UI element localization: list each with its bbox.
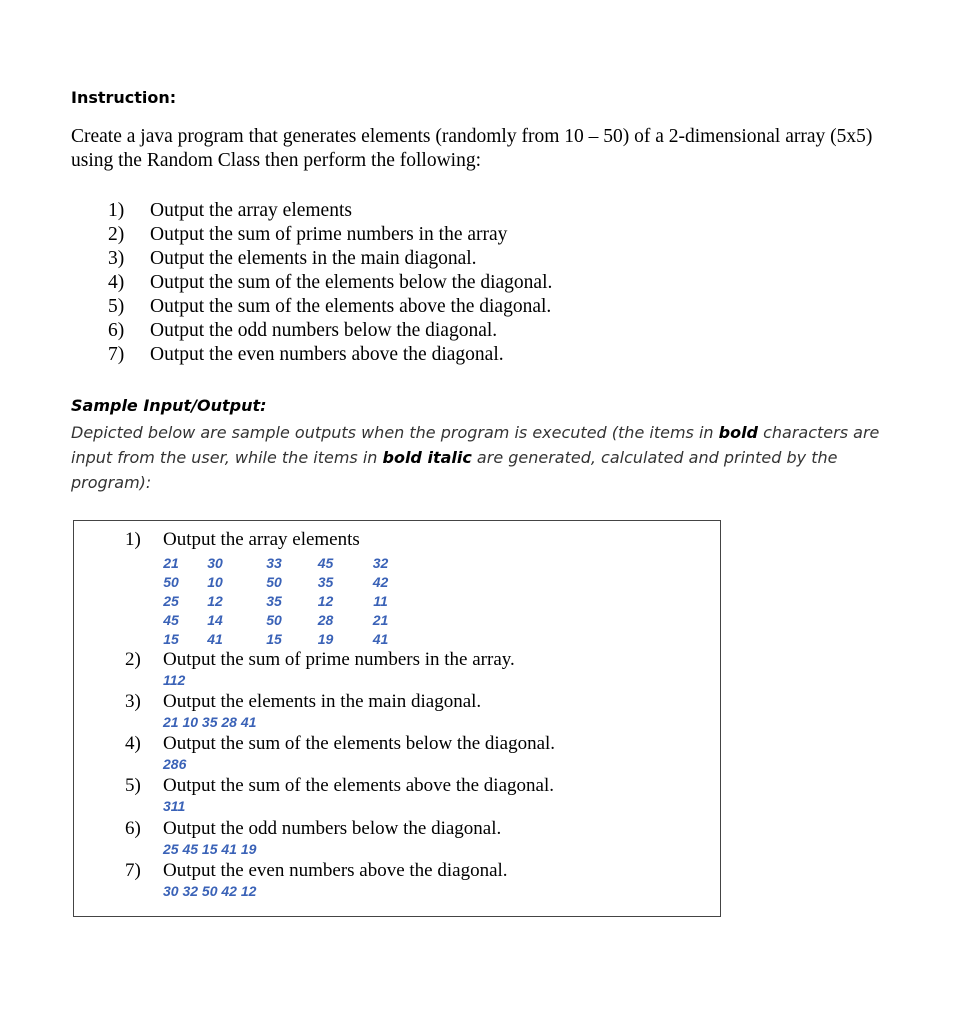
task-number: 4) [108, 272, 125, 293]
step-text: Output the even numbers above the diagonal. [163, 860, 508, 881]
matrix-cell: 15 [163, 630, 179, 647]
task-item [108, 343, 552, 367]
matrix-cell: 42 [372, 573, 389, 590]
matrix-cell: 45 [317, 554, 334, 571]
task-text: Output the even numbers above the diagonal. [150, 344, 504, 365]
matrix-cell: 30 [207, 554, 223, 571]
step-output: 286 [163, 756, 187, 772]
sample-desc-bold: bold [718, 423, 759, 442]
step-number: 6) [125, 818, 141, 839]
matrix-cell: 21 [163, 554, 179, 571]
matrix-row [156, 610, 414, 629]
task-number: 6) [108, 320, 125, 341]
task-item [108, 247, 552, 271]
matrix-cell: 25 [163, 592, 179, 609]
matrix-cell: 33 [266, 554, 282, 571]
step-output: 112 [163, 672, 186, 688]
matrix-cell: 21 [372, 611, 389, 628]
matrix-row [156, 591, 414, 610]
step-text: Output the array elements [163, 529, 360, 550]
matrix-cell: 35 [317, 573, 334, 590]
task-number: 7) [108, 344, 125, 365]
task-item [108, 199, 552, 223]
matrix-cell: 41 [372, 630, 389, 647]
matrix-row [156, 629, 414, 648]
matrix-row [156, 553, 414, 572]
task-item [108, 223, 552, 247]
task-text: Output the sum of the elements above the diagonal. [150, 296, 552, 317]
step-output: 30 32 50 42 12 [163, 883, 257, 899]
matrix-row [156, 572, 414, 591]
matrix-cell: 14 [207, 611, 223, 628]
step-output: 25 45 15 41 19 [163, 841, 257, 857]
sample-step-2 [125, 649, 515, 671]
sample-desc-text: Depicted below are sample outputs when the program is executed (the items in [71, 423, 719, 442]
step-number: 4) [125, 733, 141, 754]
task-number: 1) [108, 200, 125, 221]
matrix-cell: 28 [317, 611, 334, 628]
matrix-cell: 15 [266, 630, 282, 647]
sample-step-4 [125, 733, 555, 755]
sample-step-5 [125, 775, 554, 797]
step-number: 3) [125, 691, 141, 712]
sample-output-box [73, 520, 721, 917]
step-number: 7) [125, 860, 141, 881]
matrix-cell: 12 [207, 592, 223, 609]
matrix-cell: 10 [207, 573, 223, 590]
sample-step-6 [125, 818, 501, 840]
sample-desc-bold-italic: bold italic [382, 448, 472, 467]
step-text: Output the elements in the main diagonal. [163, 691, 482, 712]
step-number: 2) [125, 649, 141, 670]
task-list [108, 199, 552, 367]
sample-desc-text: characters are input from the user, while the items in [71, 423, 880, 467]
step-number: 5) [125, 775, 141, 796]
array-matrix [156, 553, 414, 648]
matrix-cell: 50 [163, 573, 179, 590]
matrix-cell: 45 [163, 611, 179, 628]
task-number: 3) [108, 248, 125, 269]
sample-desc-text: are generated, calculated and printed by the program): [71, 448, 838, 492]
matrix-cell: 32 [372, 554, 389, 571]
step-output: 311 [163, 798, 186, 814]
task-item [108, 319, 552, 343]
matrix-cell: 35 [266, 592, 282, 609]
sample-heading: Sample Input/Output: [71, 396, 267, 415]
matrix-cell: 50 [266, 573, 282, 590]
matrix-cell: 11 [373, 592, 388, 609]
task-item [108, 295, 552, 319]
matrix-cell: 41 [207, 630, 223, 647]
step-text: Output the sum of the elements below the diagonal. [163, 733, 556, 754]
matrix-cell: 19 [317, 630, 334, 647]
task-number: 5) [108, 296, 125, 317]
sample-step-3 [125, 691, 481, 713]
step-number: 1) [125, 529, 141, 550]
matrix-cell: 50 [266, 611, 282, 628]
task-text: Output the elements in the main diagonal. [150, 248, 477, 269]
matrix-cell: 12 [317, 592, 334, 609]
task-item [108, 271, 552, 295]
instruction-heading: Instruction: [71, 88, 177, 107]
task-text: Output the sum of prime numbers in the array [150, 224, 508, 245]
task-number: 2) [108, 224, 125, 245]
sample-description [71, 420, 891, 495]
task-text: Output the array elements [150, 200, 352, 221]
instruction-intro: Create a java program that generates elements (randomly from 10 – 50) of a 2-dimensional array (5x5) using the Random Class then perform the following: [71, 126, 873, 171]
task-text: Output the sum of the elements below the diagonal. [150, 272, 553, 293]
step-text: Output the sum of prime numbers in the array. [163, 649, 515, 670]
sample-step-7 [125, 860, 508, 882]
step-text: Output the sum of the elements above the diagonal. [163, 775, 554, 796]
step-output: 21 10 35 28 41 [163, 714, 257, 730]
step-text: Output the odd numbers below the diagonal. [163, 818, 502, 839]
sample-step-1 [125, 529, 360, 551]
task-text: Output the odd numbers below the diagonal. [150, 320, 498, 341]
